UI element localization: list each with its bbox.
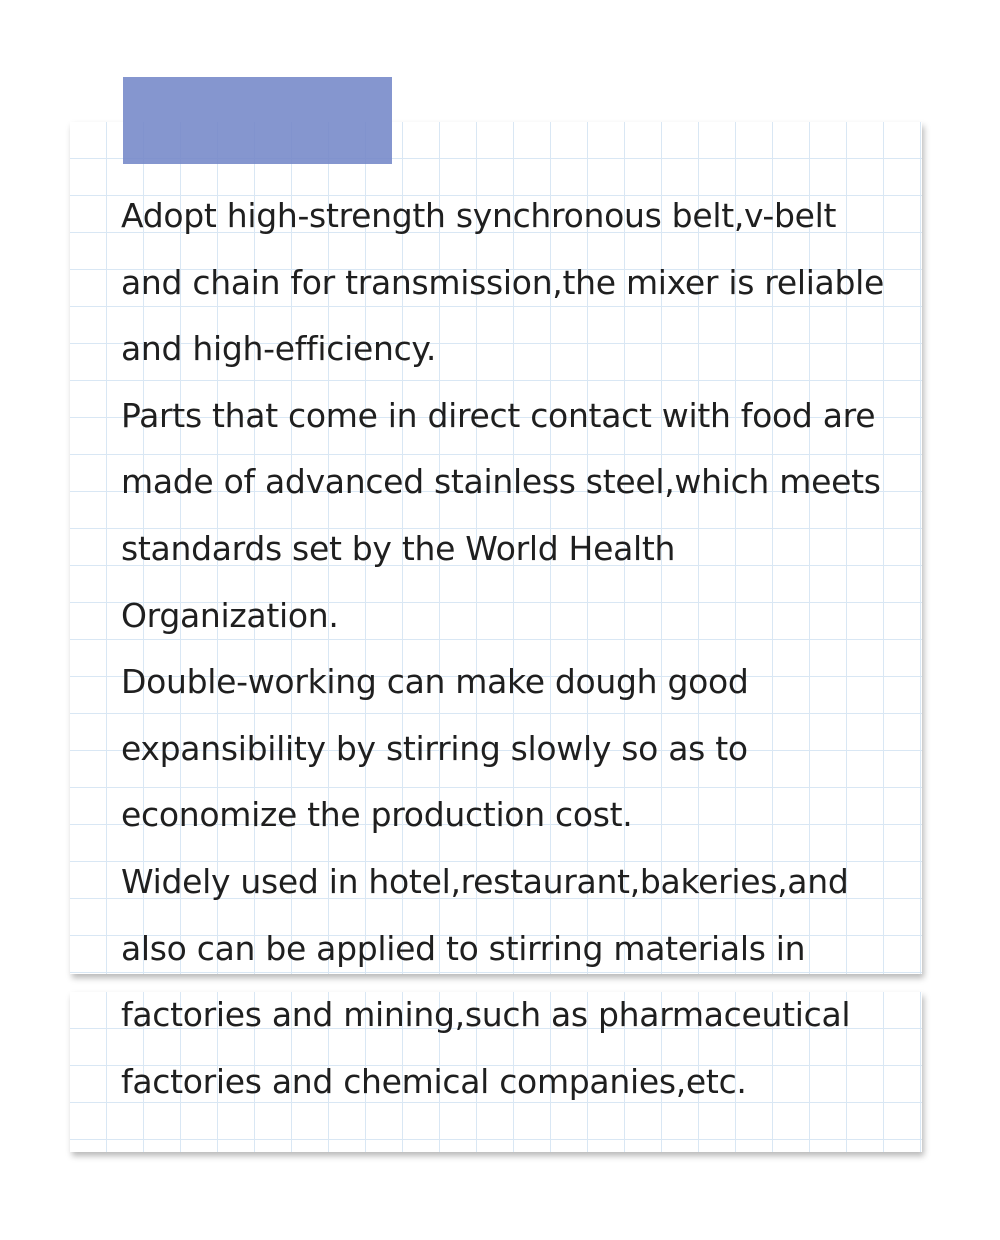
text-line: factories and mining,such as pharmaceutical bbox=[121, 995, 851, 1035]
text-line: made of advanced stainless steel,which meets bbox=[121, 462, 881, 502]
text-line: factories and chemical companies,etc. bbox=[121, 1061, 747, 1101]
text-line: Parts that come in direct contact with food are bbox=[121, 395, 876, 435]
text-line: economize the production cost. bbox=[121, 795, 633, 835]
text-line: Widely used in hotel,restaurant,bakeries,and bbox=[121, 861, 849, 901]
text-line: expansibility by stirring slowly so as to bbox=[121, 728, 748, 768]
feature-description bbox=[121, 183, 911, 1115]
header-tab bbox=[123, 77, 392, 164]
text-line: Organization. bbox=[121, 595, 339, 635]
text-line: and chain for transmission,the mixer is reliable bbox=[121, 262, 885, 302]
text-line: Double-working can make dough good bbox=[121, 662, 749, 702]
text-line: standards set by the World Health bbox=[121, 528, 676, 568]
text-line: Adopt high-strength synchronous belt,v-belt bbox=[121, 196, 837, 235]
text-line: also can be applied to stirring materials in bbox=[121, 928, 806, 968]
text-line: and high-efficiency. bbox=[121, 329, 437, 369]
